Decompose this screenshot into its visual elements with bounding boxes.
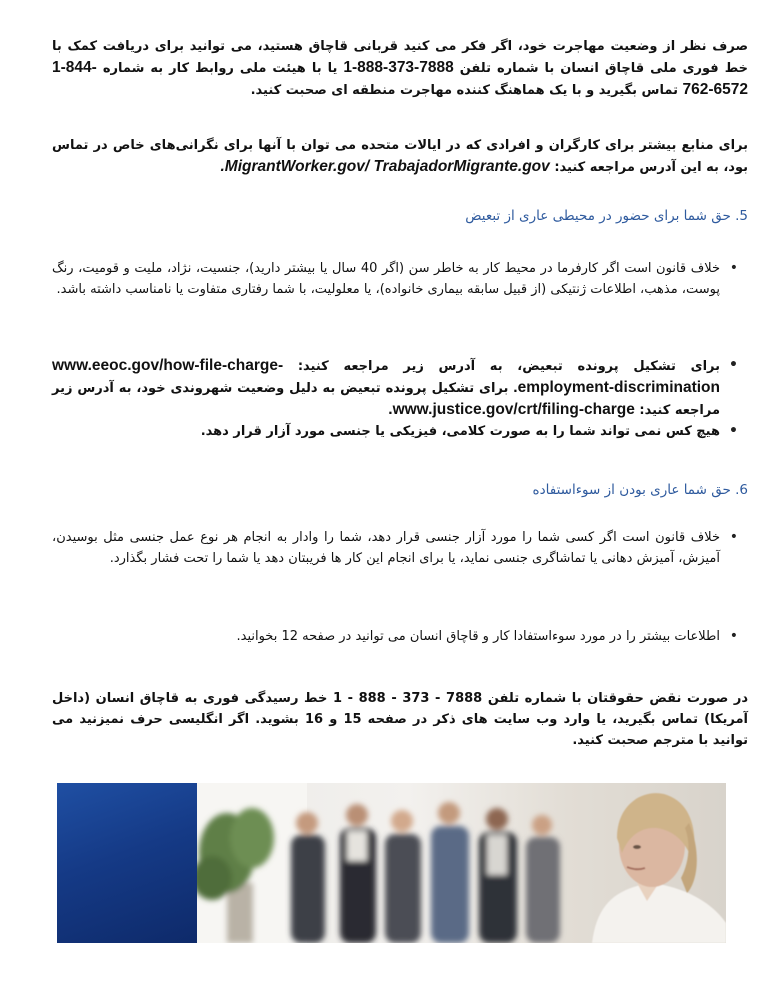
section5-list: [52, 258, 742, 300]
blurred-coworkers: [291, 802, 560, 943]
section6-list: [52, 527, 742, 569]
justice-link[interactable]: www.justice.gov/crt/filing-charge.: [388, 401, 635, 418]
resources-text: برای منابع بیشتر برای کارگران و افرادی که در ایالات متحده می توان با آنها برای نگرانی‌های خاص در تماس بود، به این آدرس مراجعه کنید:: [52, 138, 748, 175]
photo-blue-panel: [57, 783, 197, 943]
section5-bullet-2: [52, 355, 720, 421]
filing-text-1: برای تشکیل پرونده تبعیض، به آدرس زیر مراجعه کنید:: [297, 359, 721, 374]
section6-list-2: [52, 626, 742, 647]
office-scene-illustration: [197, 783, 726, 943]
section5-list-2: [52, 355, 742, 442]
intro-text-1: صرف نظر از وضعیت مهاجرت خود، اگر فکر می کنید قربانی قاچاق هستید، می توانید برای دریافت کمک با خط فوری ملی قاچاق انسان با شماره تلفن: [52, 39, 748, 76]
section5-bullet-1: • خلاف قانون است اگر کارفرما در محیط کار به خاطر سن (اگر 40 سال یا بیشتر دارید)، جنسیت، نژاد، ملیت و قومیت، رنگ پوست، مذهب، اطلاعات ژنتیکی (از قبیل سابقه بیماری خانواده)، یا معلولیت، با شما رفتاری متفاوت یا نامناسب داشته باشد.: [52, 258, 720, 300]
phone-trafficking-hotline: 1-888-373-7888: [343, 59, 454, 76]
section5-heading: 5. حق شما برای حضور در محیطی عاری از تبعیض: [465, 208, 748, 224]
phone-labor-board: 1-844-762-6572: [52, 59, 748, 98]
intro-text-3: تماس بگیرید و با یک هماهنگ کننده مهاجرت منطقه ای صحبت کنید.: [250, 83, 678, 98]
section6-heading: 6. حق شما عاری بودن از سوءاستفاده: [532, 482, 748, 498]
filing-text-2: برای تشکیل پرونده تبعیض به دلیل وضعیت شهروندی خود، به آدرس زیر مراجعه کنید:: [52, 381, 720, 418]
resources-paragraph: [52, 135, 748, 178]
section6-bullet-2: • اطلاعات بیشتر را در مورد سوءاستفادا کار و قاچاق انسان می توانید در صفحه 12 بخوانید.: [52, 626, 720, 647]
closing-paragraph: در صورت نقض حقوقتان با شماره تلفن 7888 - 373 - 888 - 1 خط رسیدگی فوری به قاچاق انسان (داخل آمریکا) تماس بگیرید، یا وارد وب سایت های ذکر در صفحه 15 و 16 بشوید. اگر انگلیسی حرف نمیزنید می توانید با مترجم صحبت کنید.: [52, 691, 749, 748]
office-scene: [197, 783, 726, 943]
resources-link[interactable]: MigrantWorker.gov/ TrabajadorMigrante.gov.: [220, 158, 550, 175]
intro-text-2: یا با هیئت ملی روابط کار به شماره: [102, 61, 338, 76]
section5-bullet-3: • هیچ کس نمی تواند شما را به صورت کلامی، فیزیکی یا جنسی مورد آزار قرار دهد.: [52, 421, 720, 442]
workplace-photo: [57, 783, 726, 943]
section6-bullet-1: • خلاف قانون است اگر کسی شما را مورد آزار جنسی قرار دهد، شما را وادار به انجام هر نوع عمل جنسی مثل بوسیدن، آمیزش، آمیزش دهانی یا تماشاگری جنسی نماید، یا برای انجام این کار ها فریبتان دهد یا شما را تحت فشار بگذارد.: [52, 527, 720, 569]
foreground-woman: [592, 793, 726, 943]
eeoc-link[interactable]: www.eeoc.gov/how-file-charge-employment-discrimination.: [52, 357, 720, 396]
intro-paragraph: [52, 36, 748, 101]
